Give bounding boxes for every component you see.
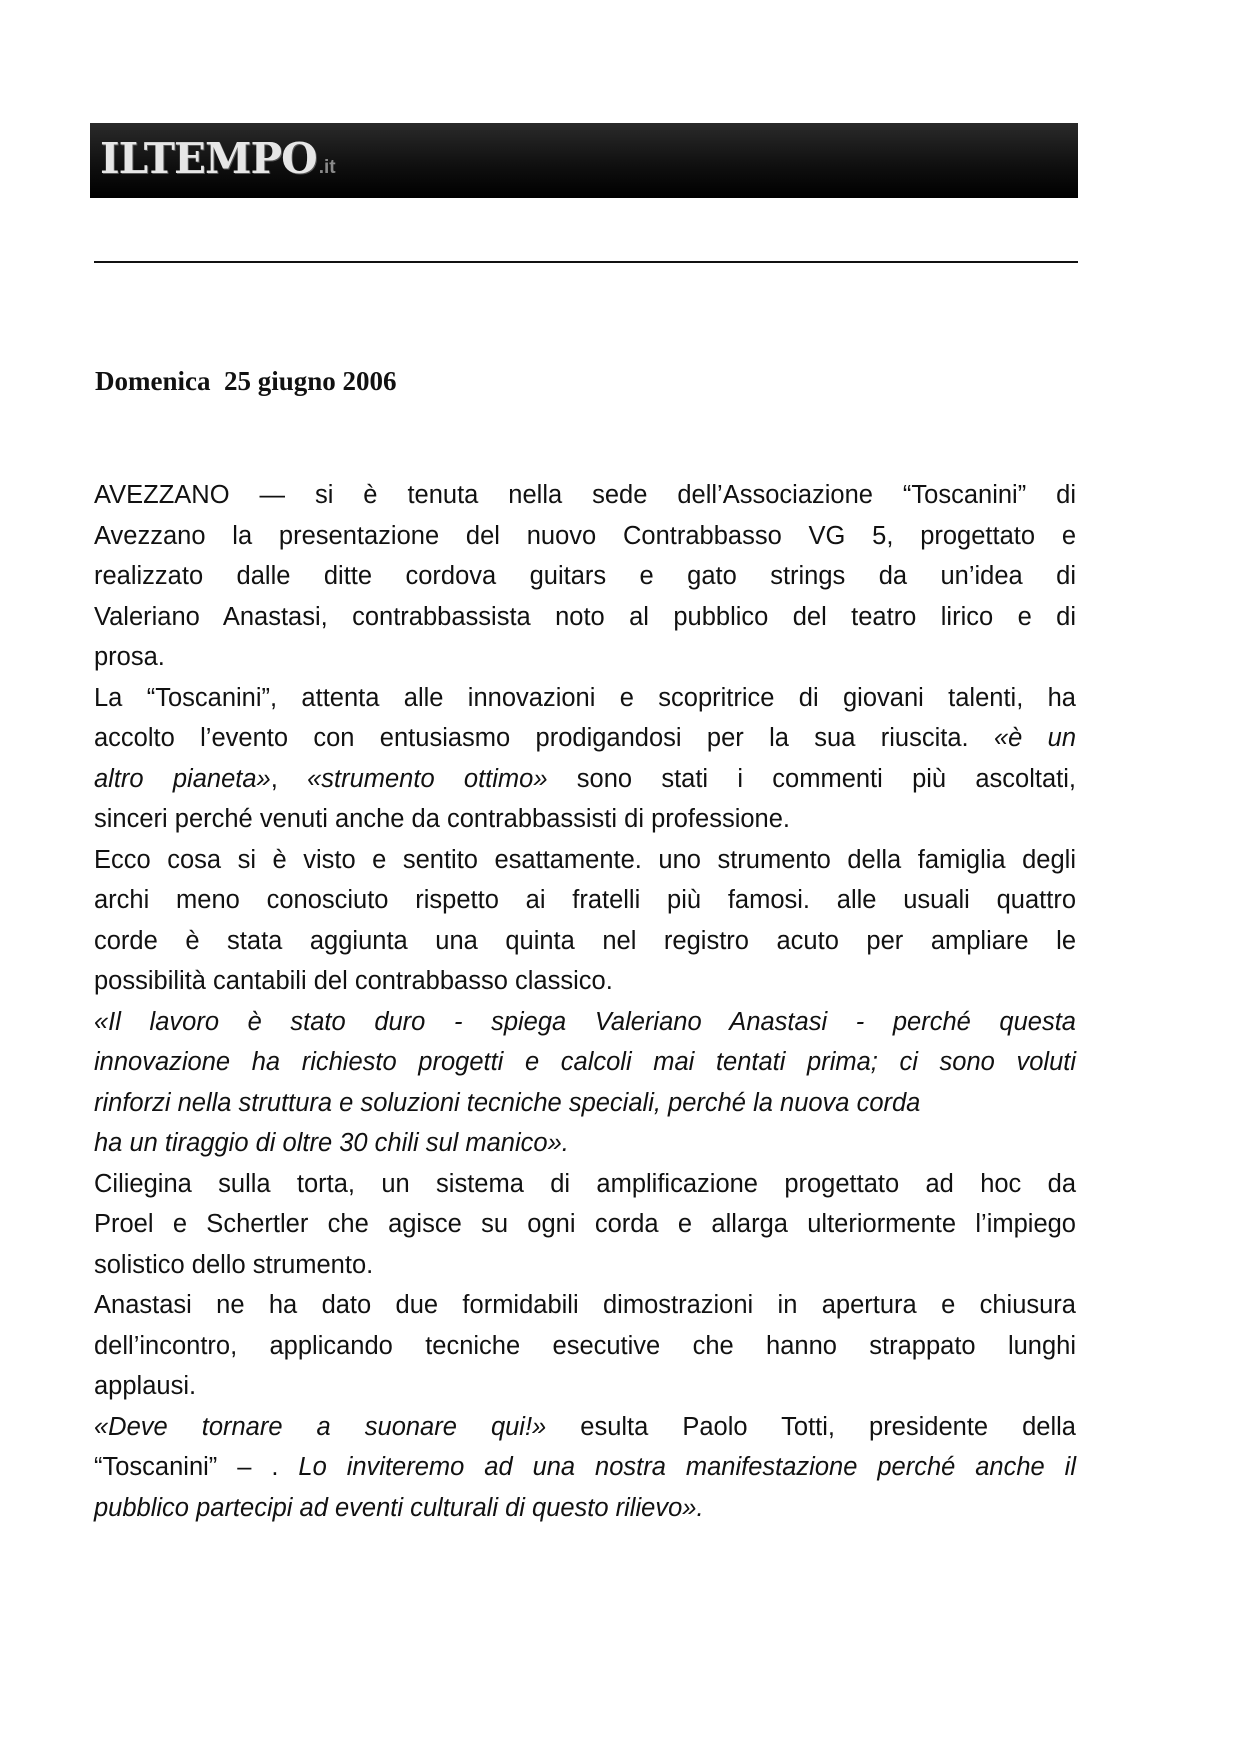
body-text: ha un tiraggio di oltre 30 chili sul manico». (94, 1129, 569, 1157)
body-text: Ecco cosa si è visto e sentito esattamente. uno strumento della famiglia degli (94, 845, 1076, 874)
article-line (94, 840, 1076, 881)
article-line (94, 759, 1076, 800)
logo-suffix: .it (318, 157, 336, 178)
body-text: Avezzano la presentazione del nuovo Contrabbasso VG 5, progettato e (94, 521, 1076, 550)
article-line (94, 1042, 1076, 1083)
article-body (94, 475, 1076, 1528)
body-text: sinceri perché venuti anche da contrabbassisti di professione. (94, 805, 790, 833)
quote-text: «è un (993, 724, 1077, 752)
body-text: La “Toscanini”, attenta alle innovazioni e scopritrice di giovani talenti, ha (94, 683, 1076, 712)
quote-text: «strumento ottimo» (307, 764, 548, 793)
body-text: «Il lavoro è stato duro - spiega Valeriano Anastasi - perché questa (94, 1007, 1076, 1036)
article-line (94, 1488, 1076, 1529)
article-line (94, 1002, 1076, 1043)
body-text: Anastasi ne ha dato due formidabili dimostrazioni in apertura e chiusura (94, 1291, 1076, 1319)
article-line (94, 1366, 1076, 1407)
article-line (94, 475, 1076, 516)
body-text: innovazione ha richiesto progetti e calcoli mai tentati prima; ci sono voluti (94, 1048, 1076, 1076)
body-text: Ciliegina sulla torta, un sistema di amplificazione progettato ad hoc da (94, 1169, 1076, 1198)
article-line (94, 1407, 1076, 1448)
article-line (94, 799, 1076, 840)
article-line (94, 961, 1076, 1002)
body-text: corde è stata aggiunta una quinta nel registro acuto per ampliare le (94, 926, 1076, 955)
header-divider (94, 261, 1078, 263)
quote-text: Lo inviteremo ad una nostra manifestazione perché anche il (298, 1453, 1076, 1481)
article-line (94, 1164, 1076, 1205)
body-text: applausi. (94, 1372, 197, 1400)
article-line (94, 1245, 1076, 1286)
body-text: archi meno conosciuto rispetto ai fratelli più famosi. alle usuali quattro (94, 886, 1076, 914)
newspaper-logo (100, 134, 336, 193)
body-text: pubblico partecipi ad eventi culturali di questo rilievo». (94, 1493, 704, 1522)
body-text: dell’incontro, applicando tecniche esecutive che hanno strappato lunghi (94, 1331, 1076, 1360)
article-line (94, 1123, 1076, 1164)
article-line (94, 921, 1076, 962)
body-text: Proel e Schertler che agisce su ogni corda e allarga ulteriormente l’impiego (94, 1210, 1076, 1238)
body-text: Valeriano Anastasi, contrabbassista noto al pubblico del teatro lirico e di (94, 602, 1076, 631)
body-text: sono stati i commenti più ascoltati, (547, 764, 1076, 793)
body-text: accolto l’evento con entusiasmo prodigandosi per la sua riuscita. (94, 724, 994, 752)
article-line (94, 1285, 1076, 1326)
article-line (94, 1447, 1076, 1488)
body-text: rinforzi nella struttura e soluzioni tecniche speciali, perché la nuova corda (94, 1088, 921, 1117)
body-text: prosa. (94, 643, 165, 671)
article-line (94, 637, 1076, 678)
article-line (94, 1326, 1076, 1367)
article-line (94, 880, 1076, 921)
body-text: solistico dello strumento. (94, 1250, 374, 1279)
article-line (94, 597, 1076, 638)
body-text: “Toscanini” – . (94, 1453, 299, 1481)
article-line (94, 678, 1076, 719)
article-line (94, 1083, 1076, 1124)
body-text: possibilità cantabili del contrabbasso classico. (94, 967, 613, 995)
body-text: AVEZZANO — si è tenuta nella sede dell’Associazione “Toscanini” di (94, 481, 1076, 509)
article-line (94, 718, 1076, 759)
article-line (94, 516, 1076, 557)
article-line (94, 1204, 1076, 1245)
article-line (94, 556, 1076, 597)
quote-text: altro pianeta» (94, 764, 271, 793)
body-text: , (270, 764, 308, 793)
logo-main: ILTEMPO (100, 134, 317, 183)
quote-text: «Deve tornare a suonare qui!» (94, 1412, 547, 1441)
article-dateline: Domenica 25 giugno 2006 (95, 366, 397, 396)
masthead-banner (90, 123, 1078, 198)
body-text: esulta Paolo Totti, presidente della (546, 1412, 1076, 1441)
body-text: realizzato dalle ditte cordova guitars e gato strings da un’idea di (94, 562, 1076, 590)
